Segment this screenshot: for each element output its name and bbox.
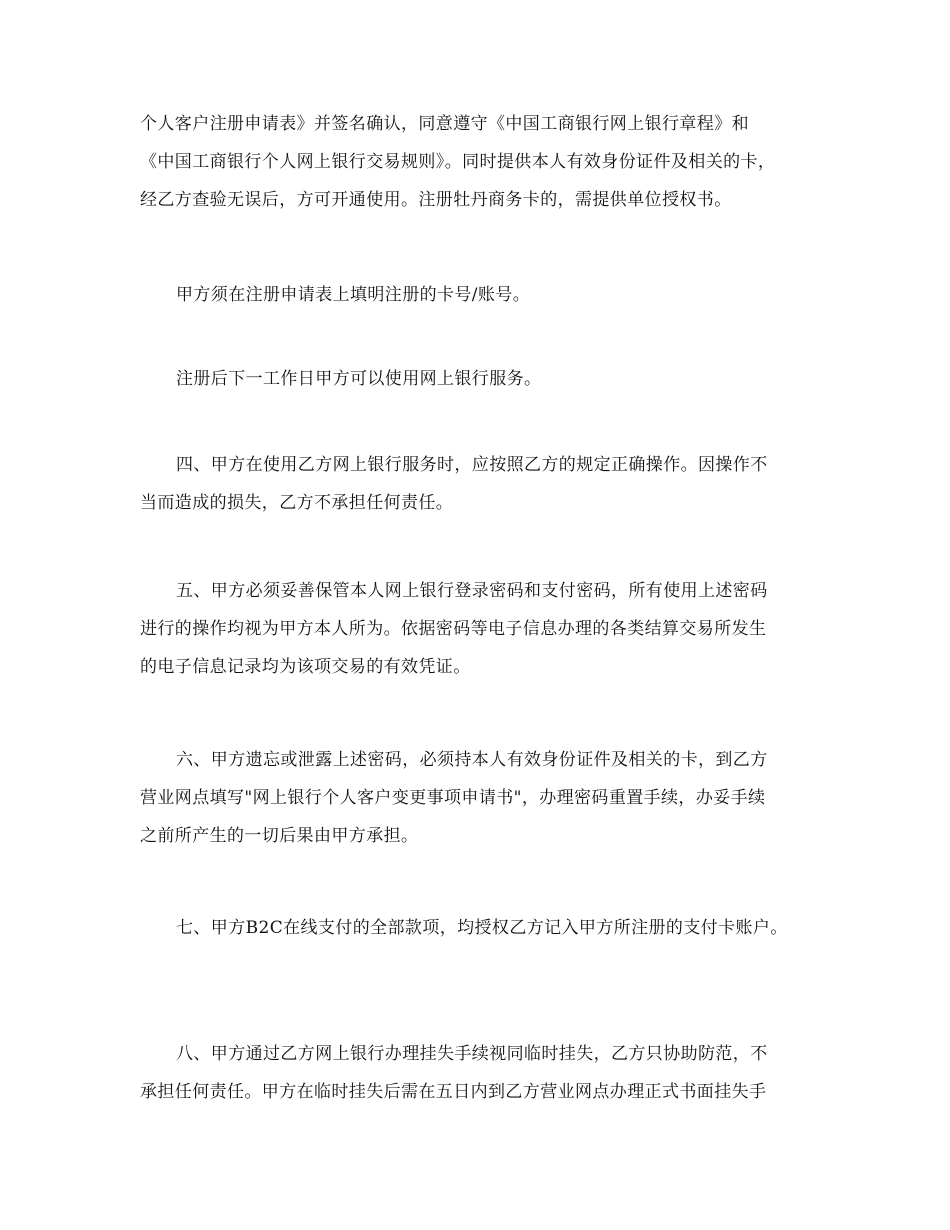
text-line: 《中国工商银行个人网上银行交易规则》。同时提供本人有效身份证件及相关的卡， (140, 152, 776, 172)
text-line: 五、甲方必须妥善保管本人网上银行登录密码和支付密码，所有使用上述密码 (176, 581, 768, 601)
text-line: 承担任何责任。甲方在临时挂失后需在五日内到乙方营业网点办理正式书面挂失手 (140, 1082, 767, 1102)
paragraph-clause-eight (140, 1035, 812, 1111)
paragraph-registration-form (140, 105, 812, 219)
paragraph-clause-five (140, 572, 812, 686)
text-line: 八、甲方通过乙方网上银行办理挂失手续视同临时挂失，乙方只协助防范，不 (176, 1044, 768, 1064)
paragraph-next-workday (140, 360, 812, 398)
text-line: 四、甲方在使用乙方网上银行服务时，应按照乙方的规定正确操作。因操作不 (176, 455, 768, 475)
text-line: 个人客户注册申请表》并签名确认，同意遵守《中国工商银行网上银行章程》和 (140, 114, 749, 134)
paragraph-card-number (140, 276, 812, 314)
text-line: 营业网点填写"网上银行个人客户变更事项申请书"，办理密码重置手续，办妥手续 (140, 788, 766, 808)
text-line: 的电子信息记录均为该项交易的有效凭证。 (140, 657, 471, 677)
text-line: 甲方须在注册申请表上填明注册的卡号/账号。 (176, 285, 531, 305)
paragraph-clause-seven (140, 909, 812, 947)
text-line: 注册后下一工作日甲方可以使用网上银行服务。 (176, 369, 542, 389)
paragraph-clause-four (140, 446, 812, 522)
text-line: 进行的操作均视为甲方本人所为。依据密码等电子信息办理的各类结算交易所发生 (140, 619, 767, 639)
text-line: 当而造成的损失，乙方不承担任何责任。 (140, 493, 454, 513)
paragraph-clause-six (140, 741, 812, 855)
text-line: 七、甲方B2C在线支付的全部款项，均授权乙方记入甲方所注册的支付卡账户。 (176, 918, 788, 938)
text-line: 六、甲方遗忘或泄露上述密码，必须持本人有效身份证件及相关的卡，到乙方 (176, 750, 768, 770)
text-line: 经乙方查验无误后，方可开通使用。注册牡丹商务卡的，需提供单位授权书。 (140, 190, 732, 210)
text-line: 之前所产生的一切后果由甲方承担。 (140, 826, 419, 846)
